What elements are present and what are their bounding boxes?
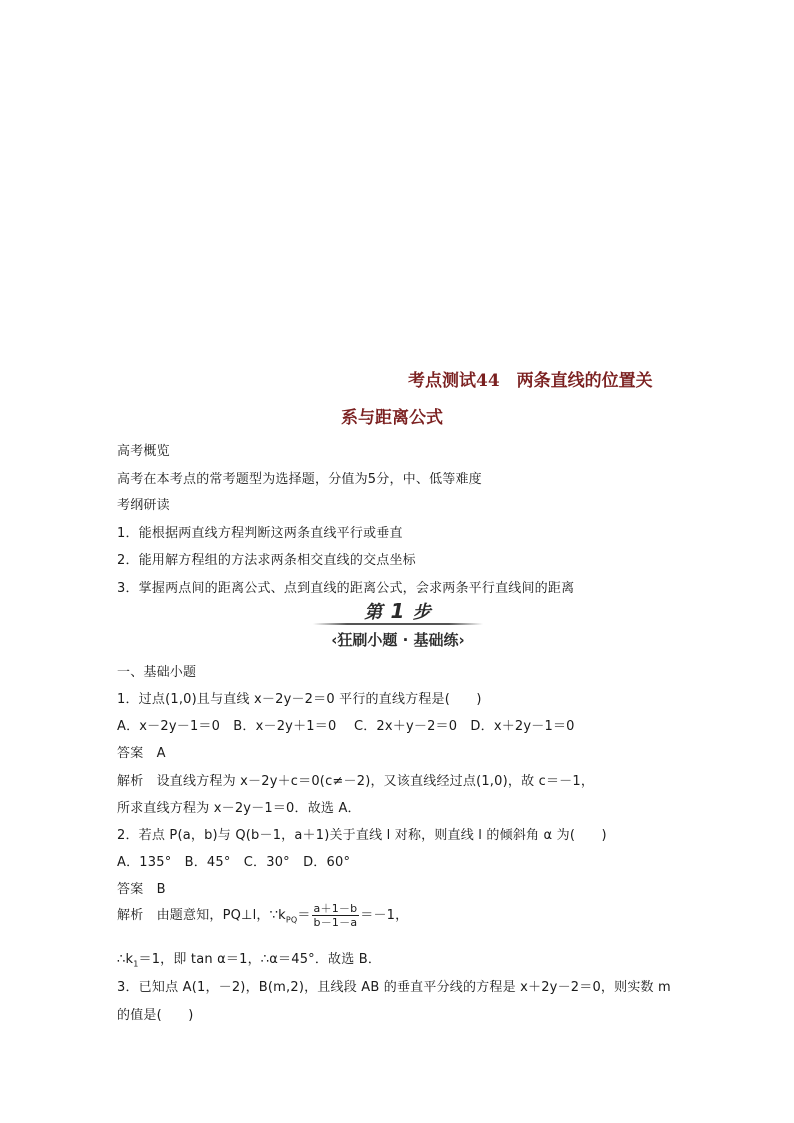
fraction-numerator: a＋1－b <box>313 902 358 915</box>
fraction-denominator: b－1－a <box>313 916 358 929</box>
question-1-options: A．x－2y－1＝0 B．x－2y＋1＝0 C．2x＋y－2＝0 D．x＋2y－1＝0 <box>117 719 575 734</box>
question-2-analysis-1 <box>117 902 408 929</box>
question-2-analysis-2 <box>117 948 381 969</box>
step-title <box>307 598 489 624</box>
syllabus-heading: 考纲研读 <box>117 498 170 513</box>
banner-divider <box>313 623 483 625</box>
analysis-suffix: ＝－1， <box>360 908 409 923</box>
slope-subscript-pq: PQ <box>285 915 298 925</box>
syllabus-item-2: 2．能用解方程组的方法求两条相交直线的交点坐标 <box>117 553 416 568</box>
question-1-stem: 1．过点(1,0)且与直线 x－2y－2＝0 平行的直线方程是( ) <box>117 692 482 707</box>
slope-fraction <box>312 902 360 929</box>
question-1-analysis-1: 解析 设直线方程为 x－2y＋c＝0(c≠－2)，又该直线经过点(1,0)，故 c＝－1， <box>117 774 595 789</box>
equals-sign: ＝ <box>297 908 311 923</box>
question-1-analysis-2: 所求直线方程为 x－2y－1＝0．故选 A． <box>117 801 361 816</box>
question-2-stem: 2．若点 P(a，b)与 Q(b－1，a＋1)关于直线 l 对称，则直线 l 的倾斜角 α 为( ) <box>117 828 607 843</box>
question-2-answer: 答案 B <box>117 882 166 897</box>
step-suffix: 步 <box>412 602 432 623</box>
question-1-answer: 答案 A <box>117 746 166 761</box>
overview-heading: 高考概览 <box>117 444 170 459</box>
slope-subscript-1: 1 <box>133 959 139 969</box>
overview-text: 高考在本考点的常考题型为选择题，分值为5分，中、低等难度 <box>117 472 482 487</box>
section-heading: 一、基础小题 <box>117 665 197 680</box>
title-line-1: 考点测试44 两条直线的位置关 <box>408 371 653 391</box>
analysis-2-suffix: ＝1，即 tan α＝1，∴α＝45°．故选 B． <box>138 952 382 967</box>
question-2-options: A．135° B．45° C．30° D．60° <box>117 855 351 870</box>
step-number: 1 <box>390 599 406 623</box>
step-prefix: 第 <box>364 602 384 623</box>
title-line-2: 系与距离公式 <box>341 408 443 428</box>
analysis-2-prefix: ∴k <box>117 952 134 967</box>
question-3-stem-2: 的值是( ) <box>117 1008 194 1023</box>
syllabus-item-3: 3．掌握两点间的距离公式、点到直线的距离公式，会求两条平行直线间的距离 <box>117 581 575 596</box>
question-3-stem-1: 3．已知点 A(1，－2)，B(m,2)，且线段 AB 的垂直平分线的方程是 x＋2y－2＝0，则实数 m <box>117 980 671 995</box>
analysis-prefix: 解析 由题意知，PQ⊥l，∵k <box>117 908 286 923</box>
step-banner <box>307 598 489 654</box>
step-subtitle: ‹狂刷小题 · 基础练› <box>331 631 465 649</box>
syllabus-item-1: 1．能根据两直线方程判断这两条直线平行或垂直 <box>117 526 403 541</box>
